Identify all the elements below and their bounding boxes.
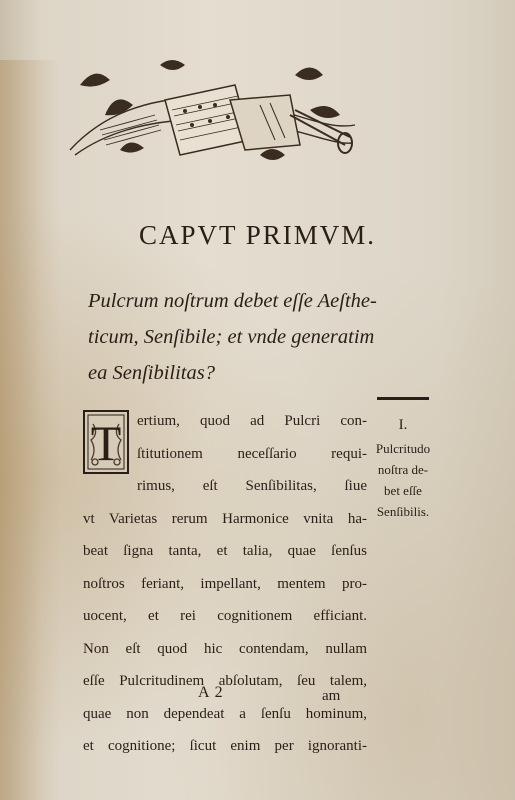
text-line: Non eſt quod hic contendam, nullam: [83, 640, 367, 657]
text-line: quae non dependeat a ſenſu hominum,: [83, 705, 367, 722]
text-line: beat ſigna tanta, et talia, quae ſenſus: [83, 543, 367, 559]
marginal-note-number: I.: [398, 417, 408, 433]
page-stain: [0, 60, 60, 800]
text-line: ſtitutionem neceſſario requi-: [137, 445, 367, 462]
marginal-note-line: bet eſſe: [384, 483, 422, 498]
subtitle-line: ea Senſibilitas?: [88, 362, 215, 384]
catchword: am: [322, 688, 341, 704]
subtitle-line: Pulcrum noſtrum debet eſſe Aeſthe-: [88, 290, 377, 312]
chapter-subtitle: [88, 283, 418, 391]
headpiece-ornament-icon: [60, 55, 360, 170]
marginal-note: [370, 415, 436, 522]
signature-mark: A 2: [198, 684, 224, 701]
text-line: vt Varietas rerum Harmonice vnita ha-: [83, 510, 367, 527]
text-line: et cognitione; ſicut enim per ignoranti-: [83, 738, 367, 754]
marginal-note-line: noſtra de-: [377, 462, 429, 477]
subtitle-line: ticum, Senſibile; et vnde generatim: [88, 326, 375, 348]
text-line: rimus, eſt Senſibilitas, ſiue: [137, 478, 367, 494]
marginal-note-line: Pulcritudo: [375, 441, 431, 456]
body-text: [83, 405, 367, 763]
text-line: ertium, quod ad Pulcri con-: [137, 413, 367, 429]
text-line: uocent, et rei cognitionem efficiant.: [83, 608, 367, 624]
marginal-note-line: Senſibilis.: [376, 504, 430, 519]
text-line: eſſe Pulcritudinem abſolutam, ſeu talem,: [83, 673, 367, 689]
text-line: noſtros feriant, impellant, mentem pro-: [83, 575, 367, 592]
marginal-rule: [377, 397, 429, 400]
chapter-title: CAPVT PRIMVM.: [138, 220, 377, 250]
drop-cap-letter: T: [90, 415, 122, 471]
